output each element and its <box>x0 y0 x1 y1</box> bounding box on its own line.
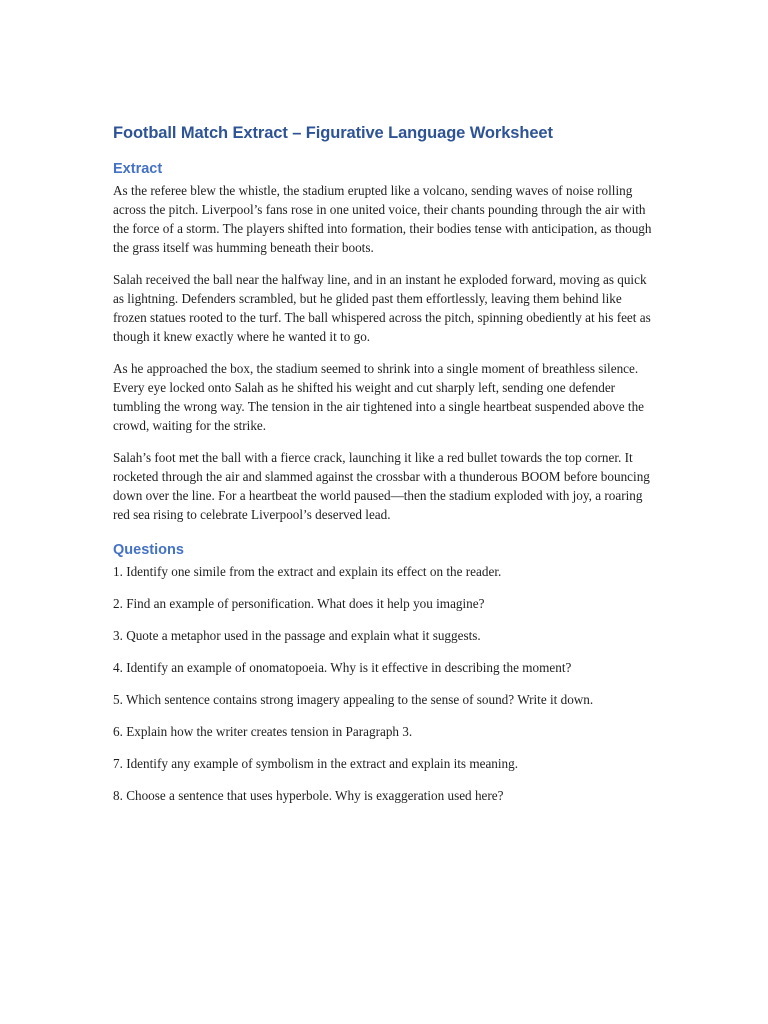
worksheet-page <box>113 124 658 818</box>
question-8: 8. Choose a sentence that uses hyperbole. Why is exaggeration used here? <box>113 788 504 803</box>
question-1: 1. Identify one simile from the extract and explain its effect on the reader. <box>113 564 502 579</box>
questions-heading: Questions <box>113 542 184 558</box>
question-5: 5. Which sentence contains strong imagery appealing to the sense of sound? Write it down. <box>113 692 594 707</box>
page-title: Football Match Extract – Figurative Language Worksheet <box>113 124 553 142</box>
extract-paragraph-3: As he approached the box, the stadium seemed to shrink into a single moment of breathless silence. Every eye locked onto Salah as he shifted his weight and cut sharply left, sending one defender tumbling the wrong way. The tension in the air tightened into a single heartbeat suspended above the crowd, waiting for the strike. <box>113 361 645 433</box>
extract-paragraph-2: Salah received the ball near the halfway line, and in an instant he exploded forward, moving as quick as lightning. Defenders scrambled, but he glided past them effortlessly, leaving them behind like frozen statues rooted to the turf. The ball whispered across the pitch, spinning obediently at his feet as though it knew exactly where he wanted it to go. <box>113 272 651 344</box>
extract-body <box>113 181 658 524</box>
extract-heading: Extract <box>113 161 163 177</box>
question-6: 6. Explain how the writer creates tension in Paragraph 3. <box>113 724 413 739</box>
question-2: 2. Find an example of personification. What does it help you imagine? <box>113 596 485 611</box>
extract-paragraph-4: Salah’s foot met the ball with a fierce crack, launching it like a red bullet towards the top corner. It rocketed through the air and slammed against the crossbar with a thunderous BOOM before bouncing down over the line. For a heartbeat the world paused—then the stadium exploded with joy, a roaring red sea rising to celebrate Liverpool’s deserved lead. <box>113 450 650 522</box>
question-3: 3. Quote a metaphor used in the passage and explain what it suggests. <box>113 628 481 643</box>
extract-paragraph-1: As the referee blew the whistle, the stadium erupted like a volcano, sending waves of noise rolling across the pitch. Liverpool’s fans rose in one united voice, their chants pounding through the air with the force of a storm. The players shifted into formation, their bodies tense with anticipation, as though the grass itself was humming beneath their boots. <box>113 183 652 255</box>
question-4: 4. Identify an example of onomatopoeia. Why is it effective in describing the moment? <box>113 660 572 675</box>
questions-list <box>113 562 658 805</box>
question-7: 7. Identify any example of symbolism in the extract and explain its meaning. <box>113 756 519 771</box>
